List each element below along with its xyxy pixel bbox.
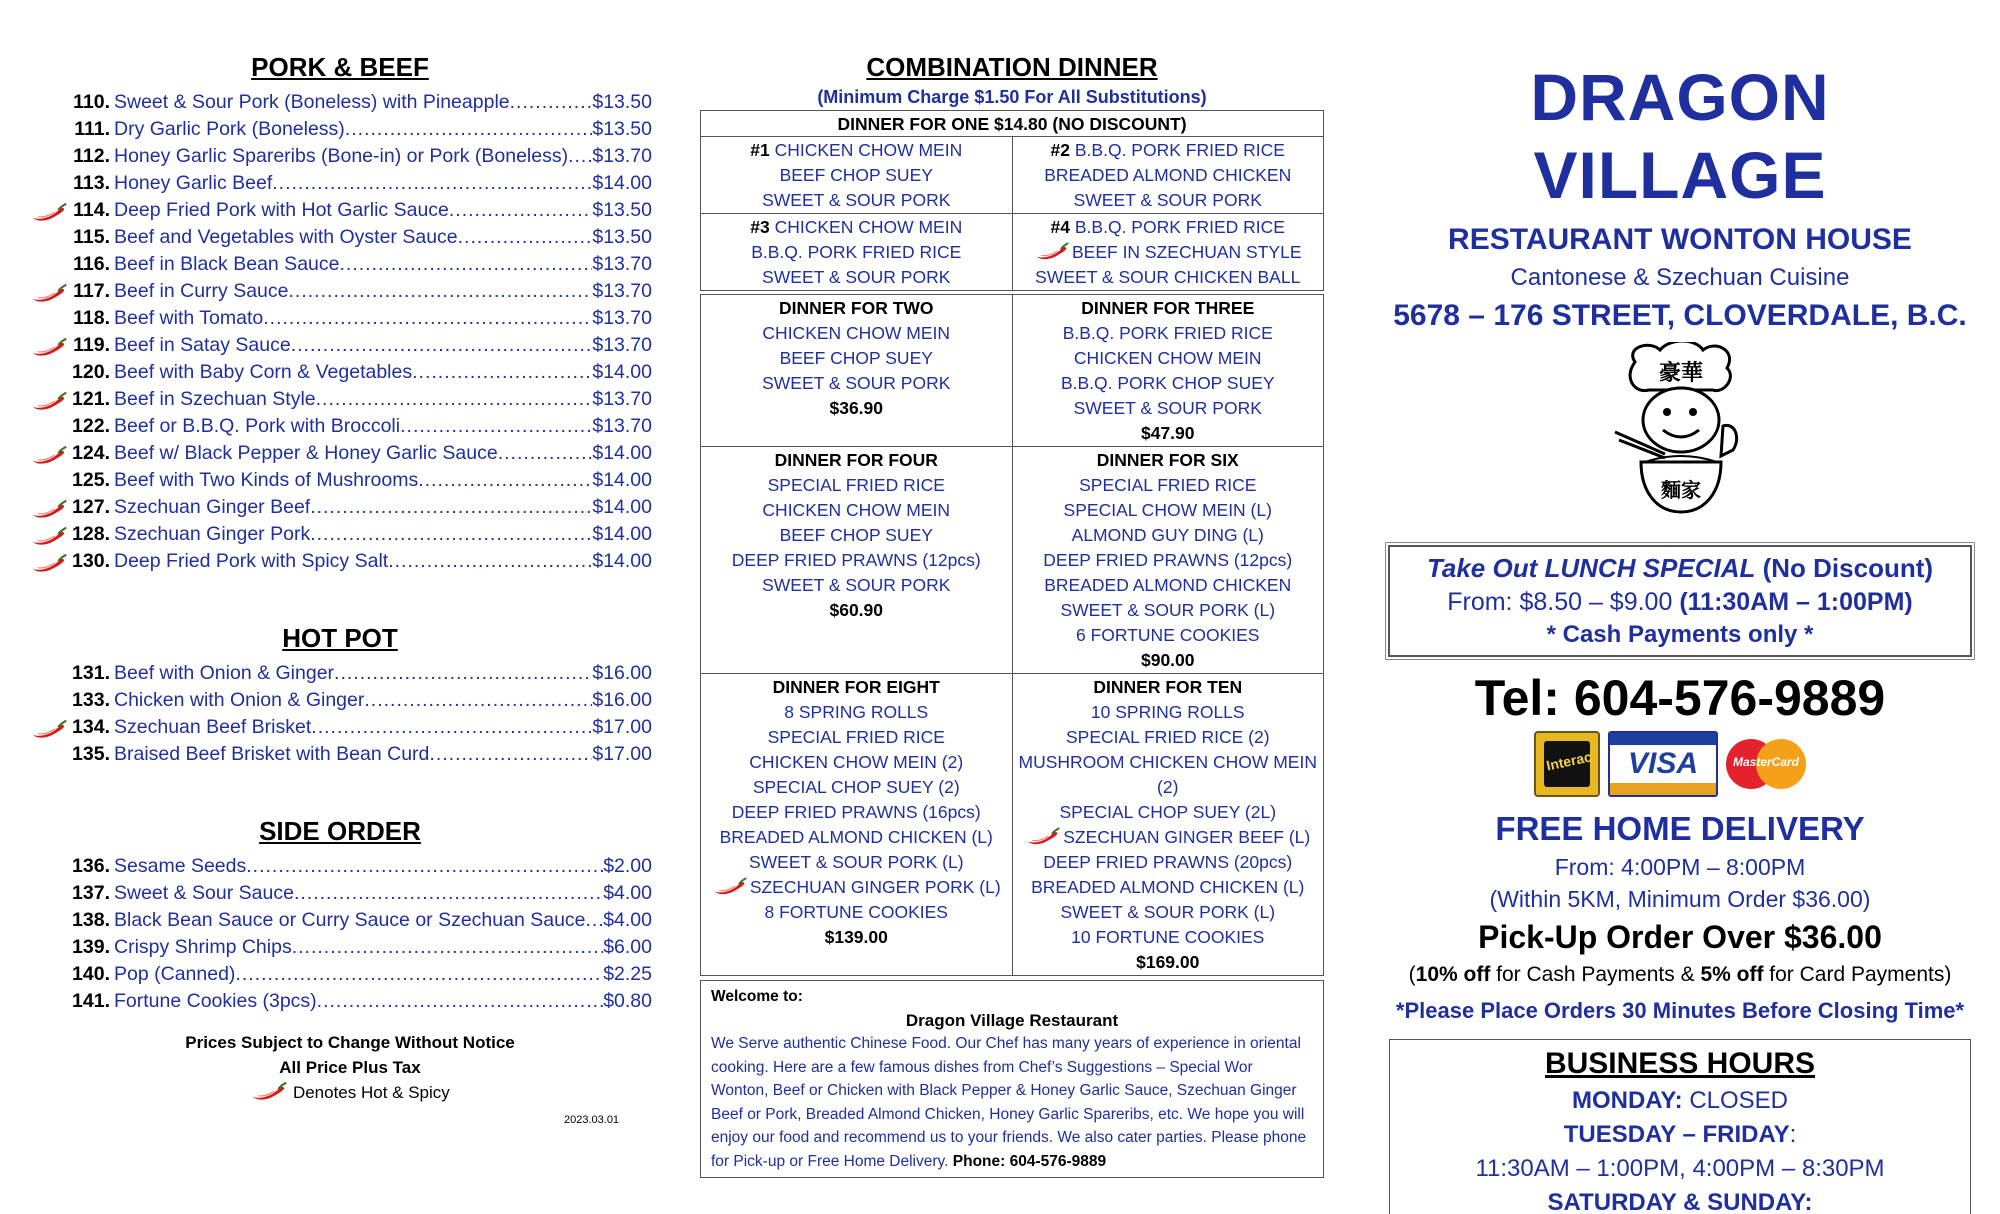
menu-item-number: 115. [73,226,110,248]
leader-dots [345,118,593,141]
dinner-item: SPECIAL FRIED RICE [767,727,945,747]
menu-item [30,743,650,770]
combination-dinner-column [700,52,1324,1178]
chili-pepper-icon [30,718,68,740]
dinner-for-one-box [700,110,1324,291]
dinner-item: SPECIAL CHOP SUEY (2) [752,777,960,797]
dinner-item: CHICKEN CHOW MEIN [762,500,951,520]
dinner-item: SWEET & SOUR PORK [762,575,951,595]
dinner-item: SZECHUAN GINGER PORK (L) [701,875,1012,900]
menu-item-price: $2.25 [603,963,652,985]
dinner-item: CHICKEN CHOW MEIN [1073,348,1262,368]
chef-logo-icon [1605,342,1755,522]
menu-item-name: Sweet & Sour Pork (Boneless) with Pineapple [114,91,510,113]
menu-item [30,662,650,689]
leader-dots [412,361,592,384]
menu-item [30,882,650,909]
leader-dots [235,963,603,986]
dinner-item: 10 SPRING ROLLS [1090,702,1245,722]
dinner-item: SZECHUAN GINGER BEEF (L) [1013,825,1324,850]
menu-item-number: 130. [72,550,110,572]
menu-item [30,442,650,469]
menu-item [30,855,650,882]
hot-pot-title: HOT POT [282,623,398,653]
dinner-for-three [1012,295,1324,446]
leader-dots [292,936,603,959]
menu-item-name: Pop (Canned) [114,963,236,985]
dinner-price: $60.90 [829,600,884,620]
menu-item-number: 133. [72,689,110,711]
menu-item-price: $2.00 [603,855,652,877]
lunch-hours: (11:30AM – 1:00PM) [1679,588,1913,616]
menu-item-price: $14.00 [592,442,652,464]
combo-1: #1 CHICKEN CHOW MEIN BEEF CHOP SUEY SWEET & SOUR PORK [750,140,963,210]
menu-item-name: Szechuan Ginger Pork [114,523,311,545]
welcome-box [700,980,1324,1178]
menu-item-price: $13.70 [592,334,652,356]
menu-item-price: $0.80 [603,990,652,1012]
chili-pepper-icon [712,876,748,896]
menu-item-name: Beef and Vegetables with Oyster Sauce [114,226,458,248]
welcome-phone: Phone: 604-576-9889 [952,1152,1107,1170]
pork-beef-list [30,91,650,577]
menu-item [30,334,650,361]
menu-item-name: Szechuan Beef Brisket [114,716,312,738]
menu-item-number: 128. [72,523,110,545]
menu-item [30,145,650,172]
menu-item-name: Honey Garlic Beef [114,172,273,194]
menu-item-name: Beef in Szechuan Style [114,388,316,410]
restaurant-info-column [1380,58,1980,1214]
tax-note: All Price Plus Tax [279,1058,421,1077]
leader-dots [310,496,592,519]
menu-item-price: $13.50 [592,118,652,140]
chili-pepper-icon [30,336,68,358]
menu-item-price: $14.00 [592,361,652,383]
hot-pot-list [30,662,650,770]
dinner-for-ten [1012,674,1324,975]
dinner-title: DINNER FOR TWO [778,298,934,318]
leader-dots [263,307,592,330]
menu-item [30,909,650,936]
menu-item [30,469,650,496]
payment-methods [1360,729,1980,799]
restaurant-name: DRAGON VILLAGE [1530,60,1830,212]
menu-item-price: $6.00 [603,936,652,958]
menu-item-number: 139. [72,936,110,958]
menu-item [30,172,650,199]
delivery-hours: From: 4:00PM – 8:00PM [1554,854,1806,880]
menu-item [30,496,650,523]
leader-dots [294,882,603,905]
menu-item-price: $14.00 [592,469,652,491]
chili-pepper-icon [30,525,68,547]
dinner-item: SWEET & SOUR PORK [762,373,951,393]
menu-item [30,280,650,307]
dinner-item: SPECIAL CHOP SUEY (2L) [1059,802,1277,822]
dinner-price: $169.00 [1136,952,1200,972]
chili-pepper-icon [30,552,68,574]
menu-item-name: Deep Fried Pork with Hot Garlic Sauce [114,199,449,221]
cuisine-type: Cantonese & Szechuan Cuisine [1510,264,1850,291]
leader-dots [586,909,604,932]
lunch-special-box [1388,545,1972,657]
menu-item-name: Beef in Satay Sauce [114,334,291,356]
leader-dots [429,743,592,766]
dinner-title: DINNER FOR FOUR [774,450,938,470]
leader-dots [568,145,592,168]
leader-dots [310,523,592,546]
leader-dots [400,415,592,438]
leader-dots [388,550,592,573]
menu-item [30,307,650,334]
menu-item-name: Beef in Curry Sauce [114,280,289,302]
lunch-price-range: From: $8.50 – $9.00 [1447,588,1673,616]
menu-item-number: 124. [72,442,110,464]
chili-pepper-icon [1034,241,1070,261]
welcome-restaurant-name: Dragon Village Restaurant [905,1010,1119,1030]
menu-item-price: $14.00 [592,523,652,545]
menu-item-number: 135. [72,743,110,765]
menu-item-price: $16.00 [592,689,652,711]
menu-item [30,990,650,1017]
menu-item [30,689,650,716]
cash-only-note: * Cash Payments only * [1546,621,1814,648]
menu-item-number: 134. [72,716,110,738]
dinner-item: CHICKEN CHOW MEIN (2) [749,752,964,772]
dinner-item: 10 FORTUNE COOKIES [1071,927,1265,947]
menu-item-price: $4.00 [603,909,652,931]
dinner-item: DEEP FRIED PRAWNS (12pcs) [731,550,981,570]
combo-2: #2 B.B.Q. PORK FRIED RICE BREADED ALMOND CHICKEN SWEET & SOUR PORK [1012,137,1324,213]
leader-dots [316,388,593,411]
menu-item-number: 112. [73,145,110,167]
dinner-price: $139.00 [824,927,888,947]
menu-item-price: $4.00 [603,882,652,904]
interac-logo-icon: Interac [1534,731,1600,797]
menu-item-name: Szechuan Ginger Beef [114,496,311,518]
leader-dots [311,716,592,739]
leader-dots [246,855,603,878]
telephone: Tel: 604-576-9889 [1474,670,1886,726]
dinner-item: SWEET & SOUR PORK (L) [1060,902,1276,922]
free-delivery-title: FREE HOME DELIVERY [1495,810,1865,847]
menu-item-number: 141. [72,990,110,1012]
menu-item [30,118,650,145]
menu-item-name: Fortune Cookies (3pcs) [114,990,317,1012]
dinner-item: DEEP FRIED PRAWNS (16pcs) [731,802,981,822]
dinner-item: BREADED ALMOND CHICKEN [1044,575,1292,595]
combo-3: #3 CHICKEN CHOW MEIN B.B.Q. PORK FRIED RICE SWEET & SOUR PORK [750,217,963,287]
restaurant-subtitle: RESTAURANT WONTON HOUSE [1448,223,1912,256]
dinner-item: B.B.Q. PORK CHOP SUEY [1060,373,1275,393]
menu-item-name: Deep Fried Pork with Spicy Salt [114,550,389,572]
menu-item-number: 118. [73,307,110,329]
dinner-item: DEEP FRIED PRAWNS (20pcs) [1043,852,1293,872]
dinner-price: $90.00 [1140,650,1195,670]
menu-item-name: Crispy Shrimp Chips [114,936,292,958]
leader-dots [364,689,592,712]
dinner-item: SWEET & SOUR PORK (L) [748,852,964,872]
menu-item [30,91,650,118]
menu-item-number: 125. [72,469,110,491]
dinner-item: DEEP FRIED PRAWNS (12pcs) [1043,550,1293,570]
dinner-item: BREADED ALMOND CHICKEN (L) [719,827,993,847]
dinner-price: $36.90 [829,398,884,418]
dinner-title: DINNER FOR SIX [1096,450,1239,470]
menu-item [30,415,650,442]
dinner-for-four [701,447,1012,673]
combination-title: COMBINATION DINNER [866,52,1158,82]
spicy-legend [150,1080,550,1105]
leader-dots [498,442,593,465]
chili-pepper-icon [30,498,68,520]
menu-item-price: $13.50 [592,199,652,221]
price-notes [150,1030,550,1105]
payment-discounts: (10% off for Cash Payments & 5% off for Card Payments) [1408,963,1952,986]
restaurant-address: 5678 – 176 STREET, CLOVERDALE, B.C. [1393,299,1967,332]
menu-item-number: 131. [72,662,110,684]
dinner-item: SPECIAL CHOW MEIN (L) [1063,500,1272,520]
dinner-item: ALMOND GUY DING (L) [1071,525,1264,545]
dinner-for-six [1012,447,1324,673]
leader-dots [418,469,592,492]
menu-item-number: 138. [72,909,110,931]
menu-item-name: Beef in Black Bean Sauce [114,253,340,275]
dinner-item: BEEF CHOP SUEY [779,348,933,368]
menu-item-name: Chicken with Onion & Ginger [114,689,365,711]
dinner-item: SPECIAL FRIED RICE [1079,475,1257,495]
menu-item [30,550,650,577]
leader-dots [317,990,604,1013]
menu-item [30,199,650,226]
menu-item [30,963,650,990]
logo-top-text: 豪華 [1658,361,1704,386]
order-time-note: *Please Place Orders 30 Minutes Before Closing Time* [1395,998,1965,1023]
dinner-for-eight [701,674,1012,975]
menu-date: 2023.03.01 [564,1114,620,1126]
menu-item-price: $16.00 [592,662,652,684]
dinner-item: SPECIAL FRIED RICE (2) [1065,727,1270,747]
leader-dots [510,91,593,114]
menu-item-name: Beef w/ Black Pepper & Honey Garlic Sauce [114,442,498,464]
side-order-list [30,855,650,1017]
menu-item-price: $14.00 [592,550,652,572]
menu-item-price: $13.70 [592,280,652,302]
dinner-title: DINNER FOR TEN [1093,677,1243,697]
chili-pepper-icon [250,1080,288,1102]
menu-item-number: 122. [72,415,110,437]
dinner-item: SPECIAL FRIED RICE [767,475,945,495]
logo-bottom-text: 麵家 [1661,478,1701,502]
menu-item-price: $13.70 [592,415,652,437]
menu-item-name: Beef or B.B.Q. Pork with Broccoli [114,415,401,437]
menu-item-price: $17.00 [592,716,652,738]
menu-item [30,523,650,550]
leader-dots [289,280,593,303]
menu-item-name: Beef with Baby Corn & Vegetables [114,361,413,383]
left-menu-column [30,52,650,1017]
side-order-title: SIDE ORDER [259,816,421,846]
menu-item-price: $13.50 [592,226,652,248]
dinner-item: 6 FORTUNE COOKIES [1076,625,1260,645]
menu-item-number: 137. [72,882,110,904]
leader-dots [272,172,592,195]
menu-item [30,361,650,388]
lunch-no-discount: (No Discount) [1762,553,1934,583]
delivery-conditions: (Within 5KM, Minimum Order $36.00) [1489,886,1871,912]
dinner-title: DINNER FOR THREE [1081,298,1255,318]
menu-item-name: Beef with Two Kinds of Mushrooms [114,469,419,491]
welcome-body: We Serve authentic Chinese Food. Our Chef has many years of experience in oriental cooking. Here are a few famous dishes from Chef’s Suggestions – Special Wor Wonton, Beef or Chicken with Black Pepper & Honey Garlic Sauce, Szechuan Ginger Beef or Pork, Breaded Almond Chicken, Honey Garlic Spareribs, etc. We hope you will enjoy our food and recommend us to your friends. We also cater parties. Please phone for Pick-up or Free Home Delivery. [711,1035,1307,1170]
mastercard-logo-icon: MasterCard [1726,739,1806,789]
price-change-note: Prices Subject to Change Without Notice [185,1033,515,1052]
menu-item-price: $13.70 [592,253,652,275]
menu-item-name: Beef with Onion & Ginger [114,662,335,684]
chili-pepper-icon [30,282,68,304]
menu-item-price: $13.70 [592,307,652,329]
menu-item-name: Honey Garlic Spareribs (Bone-in) or Pork (Boneless) [114,145,569,167]
menu-item-number: 116. [73,253,110,275]
menu-item-name: Sweet & Sour Sauce [114,882,294,904]
chili-pepper-icon [30,201,68,223]
welcome-label: Welcome to: [711,988,803,1005]
dinner-item: SWEET & SOUR PORK (L) [1060,600,1276,620]
dinner-item: BEEF CHOP SUEY [779,525,933,545]
menu-item-number: 110. [73,91,110,113]
menu-item-name: Sesame Seeds [114,855,247,877]
menu-item-price: $14.00 [592,172,652,194]
dinner-item: BREADED ALMOND CHICKEN (L) [1031,877,1305,897]
dinner-for-two [701,295,1012,446]
family-dinners-box [700,294,1324,976]
leader-dots [334,662,592,685]
menu-item-price: $13.70 [592,145,652,167]
dinner-for-one-header: DINNER FOR ONE $14.80 (NO DISCOUNT) [701,111,1323,137]
menu-item-number: 121. [72,388,110,410]
leader-dots [291,334,593,357]
menu-item [30,226,650,253]
leader-dots [339,253,592,276]
menu-item-price: $14.00 [592,496,652,518]
dinner-price: $47.90 [1140,423,1195,443]
menu-item [30,253,650,280]
menu-item-number: 114. [73,199,110,221]
chili-pepper-icon [1025,826,1061,846]
visa-logo-icon: VISA [1608,731,1718,797]
menu-item-price: $13.70 [592,388,652,410]
menu-item [30,388,650,415]
pork-beef-title: PORK & BEEF [251,52,429,82]
menu-item-number: 117. [73,280,110,302]
menu-item-number: 120. [72,361,110,383]
menu-item-number: 127. [72,496,110,518]
combination-subtitle: (Minimum Charge $1.50 For All Substitutions) [817,87,1207,107]
leader-dots [458,226,593,249]
dinner-item: B.B.Q. PORK FRIED RICE [1062,323,1273,343]
combo-4: #4 B.B.Q. PORK FRIED RICE BEEF IN SZECHUAN STYLE SWEET & SOUR CHICKEN BALL [1012,214,1324,290]
leader-dots [449,199,592,222]
menu-item-price: $13.50 [592,91,652,113]
dinner-item: MUSHROOM CHICKEN CHOW MEIN (2) [1018,752,1317,797]
menu-item-number: 111. [74,118,110,140]
menu-item [30,716,650,743]
menu-item-number: 119. [73,334,110,356]
lunch-special-title: Take Out LUNCH SPECIAL [1426,553,1756,583]
menu-item-name: Black Bean Sauce or Curry Sauce or Szechuan Sauce [114,909,586,931]
dinner-title: DINNER FOR EIGHT [772,677,940,697]
dinner-item: CHICKEN CHOW MEIN [762,323,951,343]
menu-item-name: Beef with Tomato [114,307,264,329]
menu-item-name: Braised Beef Brisket with Bean Curd [114,743,430,765]
spicy-legend-text: Denotes Hot & Spicy [292,1083,450,1102]
dinner-item: SWEET & SOUR PORK [1073,398,1262,418]
menu-item-number: 140. [72,963,110,985]
pickup-order-note: Pick-Up Order Over $36.00 [1478,919,1882,955]
menu-item-price: $17.00 [592,743,652,765]
menu-item-number: 136. [72,855,110,877]
menu-item [30,936,650,963]
menu-item-name: Dry Garlic Pork (Boneless) [114,118,345,140]
business-hours-title: BUSINESS HOURS [1544,1047,1816,1080]
dinner-item: 8 FORTUNE COOKIES [764,902,948,922]
chili-pepper-icon [30,390,68,412]
business-hours-box: BUSINESS HOURS MONDAY: CLOSED TUESDAY – FRIDAY: 11:30AM – 1:00PM, 4:00PM – 8:30PM SATURDAY & SUNDAY: [1389,1039,1971,1214]
dinner-item: 8 SPRING ROLLS [784,702,929,722]
menu-item-number: 113. [73,172,110,194]
chili-pepper-icon [30,444,68,466]
